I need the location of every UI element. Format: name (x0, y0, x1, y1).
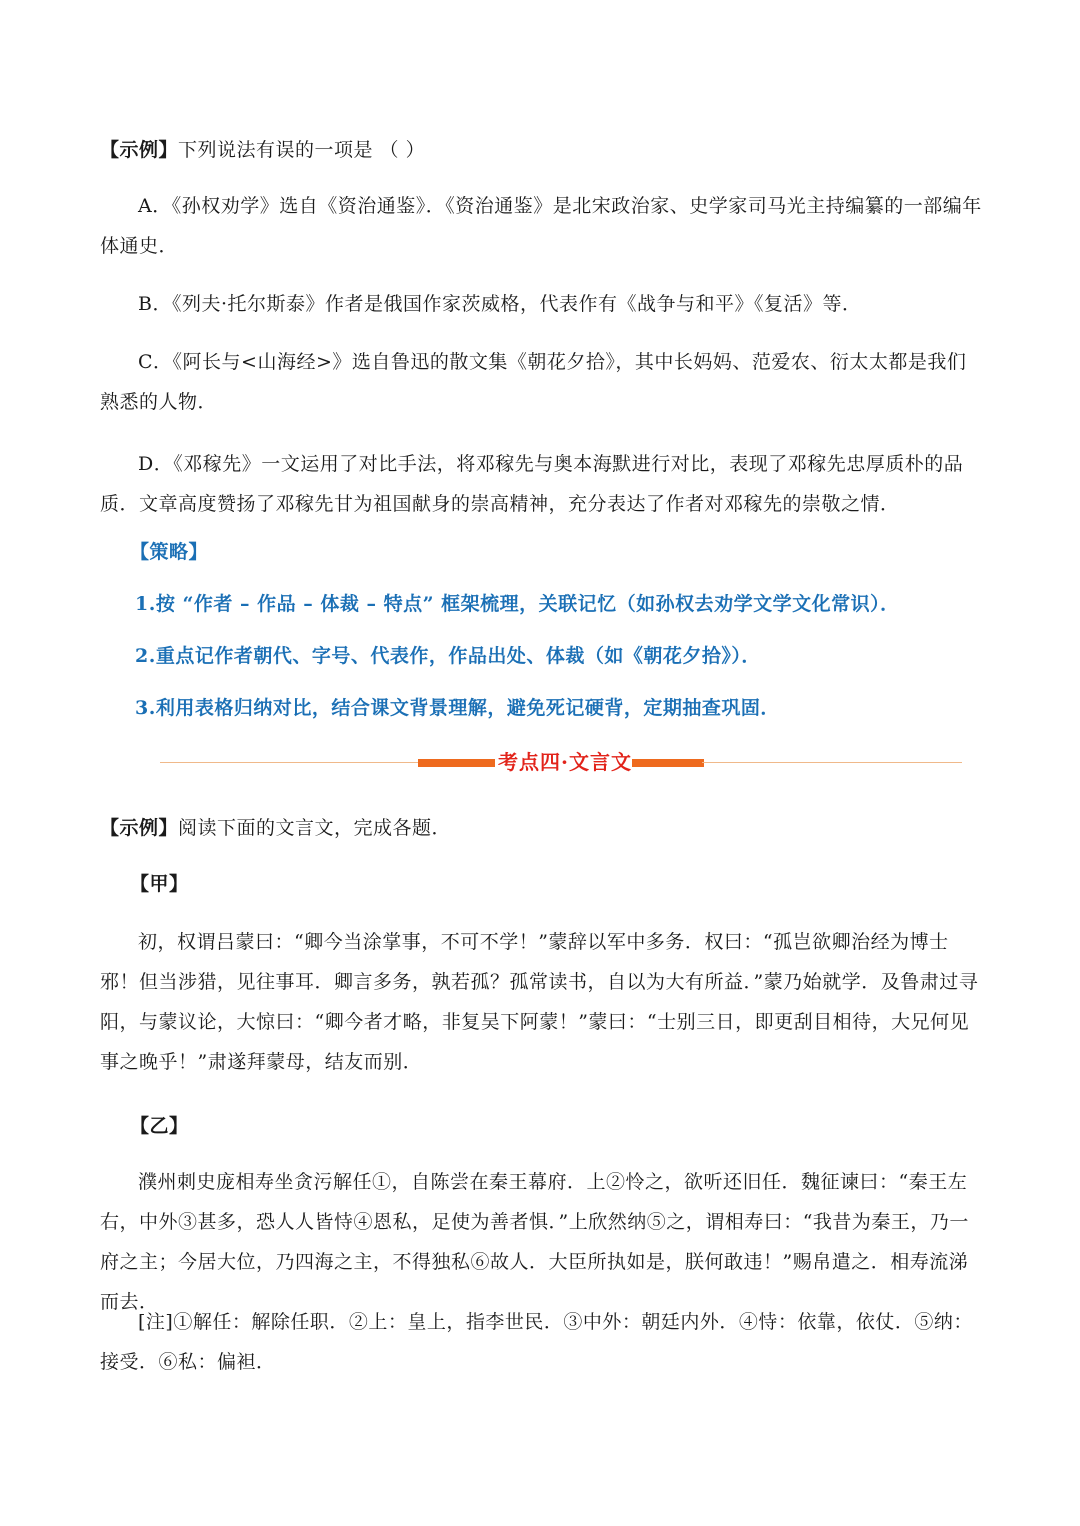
passage-jia-label: 【甲】 (130, 873, 189, 895)
section-title: 考点四·文言文 (495, 748, 635, 776)
strategy-item: 3.利用表格归纳对比，结合课文背景理解，避免死记硬背，定期抽查巩固． (135, 697, 780, 719)
passage-yi-label: 【乙】 (130, 1115, 189, 1137)
passage-yi-text: 濮州刺史庞相寿坐贪污解任①，自陈尝在秦王幕府．上②怜之，欲听还旧任．魏征谏曰：“秦王左右，中外③甚多，恐人人皆恃④恩私，足使为善者惧．”上欣然纳⑤之，谓相寿曰：“我昔为秦王，乃一府之主；今居大位，乃四海之主，不得独私⑥故人．大臣所执如是，朕何敢违！”赐帛遣之．相寿流涕而去． (100, 1171, 969, 1313)
strategy-title: 【策略】 (130, 541, 209, 563)
option-d: D．《邓稼先》一文运用了对比手法，将邓稼先与奥本海默进行对比，表现了邓稼先忠厚质朴的品质．文章高度赞扬了邓稼先甘为祖国献身的崇高精神，充分表达了作者对邓稼先的崇敬之情． (100, 453, 964, 515)
divider-line-left (160, 762, 420, 763)
option-c: C．《阿长与<山海经>》选自鲁迅的散文集《朝花夕拾》，其中长妈妈、范爱农、衍太太都是我们熟悉的人物． (100, 351, 967, 413)
section-divider (160, 751, 962, 775)
divider-bar-left (418, 759, 498, 767)
passage-notes: [注]①解任：解除任职．②上：皇上，指李世民．③中外：朝廷内外．④恃：依靠，依仗．⑤纳：接受．⑥私：偏袒． (100, 1311, 973, 1373)
example-2-heading (100, 808, 985, 848)
example-tag: 【示例】 (100, 817, 179, 839)
example-question: 阅读下面的文言文，完成各题． (178, 817, 452, 839)
example-1-heading (100, 130, 985, 170)
example-tag: 【示例】 (100, 139, 179, 161)
strategy-item: 2.重点记作者朝代、字号、代表作，作品出处、体裁（如《朝花夕拾》）． (135, 645, 761, 667)
divider-bar-right (632, 759, 704, 767)
option-a: A．《孙权劝学》选自《资治通鉴》．《资治通鉴》是北宋政治家、史学家司马光主持编纂的一部编年体通史． (100, 195, 982, 257)
divider-line-right (702, 762, 962, 763)
passage-jia-text: 初，权谓吕蒙曰：“卿今当涂掌事，不可不学！”蒙辞以军中多务．权曰：“孤岂欲卿治经为博士邪！但当涉猎，见往事耳．卿言多务，孰若孤？孤常读书，自以为大有所益．”蒙乃始就学．及鲁肃过寻阳，与蒙议论，大惊曰：“卿今者才略，非复吴下阿蒙！”蒙曰：“士别三日，即更刮目相待，大兄何见事之晚乎！”肃遂拜蒙母，结友而别． (100, 931, 979, 1073)
example-question: 下列说法有误的一项是 （ ） (178, 139, 426, 161)
strategy-item: 1.按 “作者 – 作品 – 体裁 – 特点” 框架梳理，关联记忆（如孙权去劝学文学文化常识）． (135, 593, 900, 615)
option-b: B．《列夫·托尔斯泰》作者是俄国作家茨威格，代表作有《战争与和平》《复活》等． (138, 293, 862, 315)
